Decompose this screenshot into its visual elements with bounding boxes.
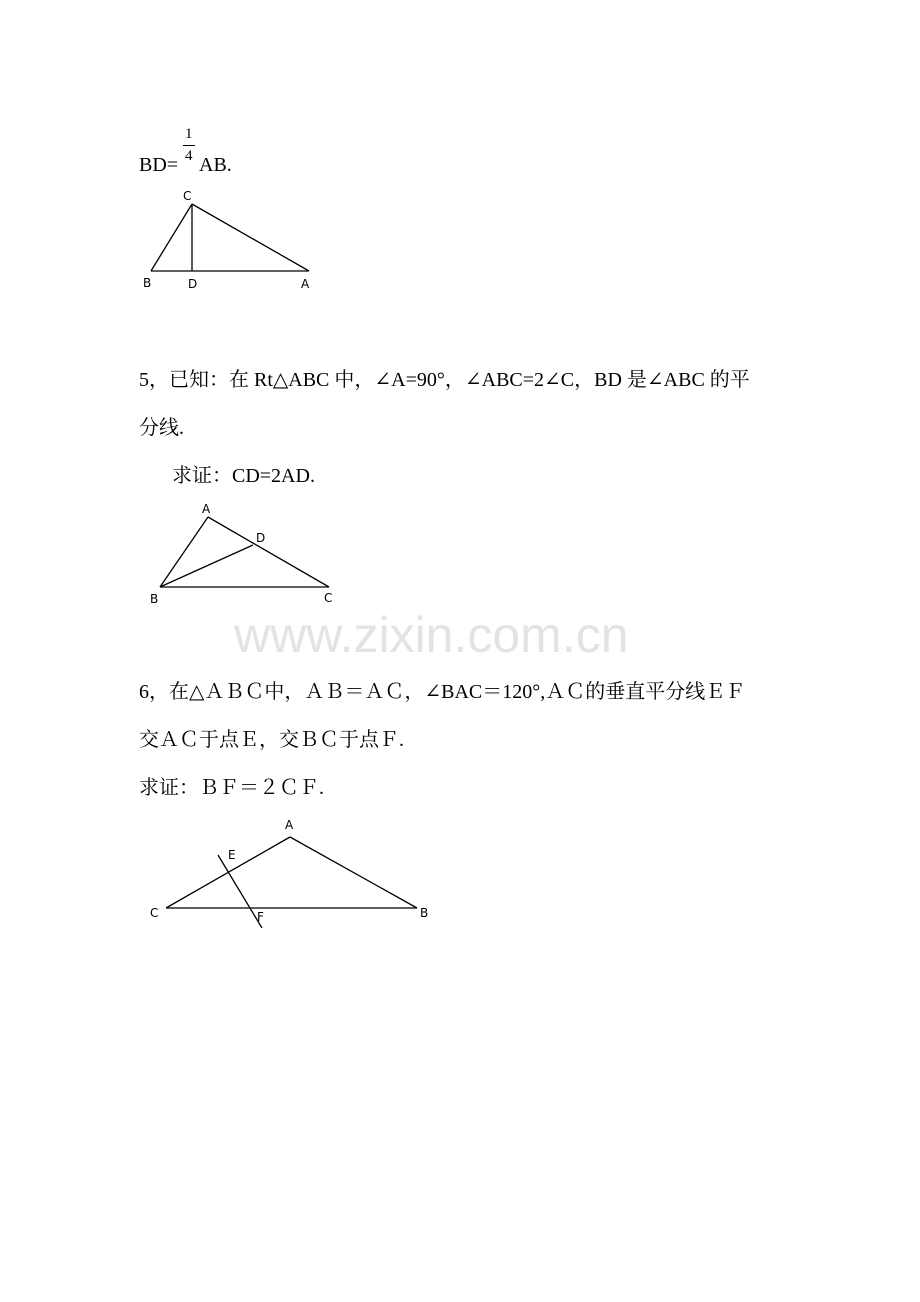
fraction-denominator: 4 [185,148,193,164]
segment-ab [290,837,417,908]
label-d: D [256,531,266,545]
problem5-line1: 5，已知：在 Rt△ABC 中，∠A=90°，∠ABC=2∠C，BD 是∠ABC 的平 [139,369,750,391]
watermark-text: www.zixin.com.cn [234,607,629,663]
label-a: A [285,818,294,832]
label-a: A [301,277,310,291]
label-a: A [202,502,211,516]
label-e: E [228,848,236,862]
problem5-prove: 求证：CD=2AD. [172,465,315,487]
label-c: C [150,906,159,920]
problem6-line2: 交ＡＣ于点Ｅ，交ＢＣ于点Ｆ. [139,729,404,751]
label-b: B [150,592,159,606]
problem5-line2: 分线. [139,417,184,439]
bd-prefix: BD= [139,154,179,176]
label-b: B [420,906,429,920]
label-f: F [257,910,264,924]
fraction-numerator: 1 [185,126,193,142]
bd-suffix: AB. [199,154,232,176]
label-d: D [188,277,198,291]
label-c: C [324,591,333,605]
label-b: B [143,276,152,290]
problem6-line1: 6，在△ＡＢＣ中，ＡＢ＝ＡＣ，∠BAC＝120°,ＡＣ的垂直平分线ＥＦ [139,681,746,703]
label-c: C [183,189,192,203]
problem6-prove: 求证：ＢＦ＝２ＣＦ. [139,777,324,799]
